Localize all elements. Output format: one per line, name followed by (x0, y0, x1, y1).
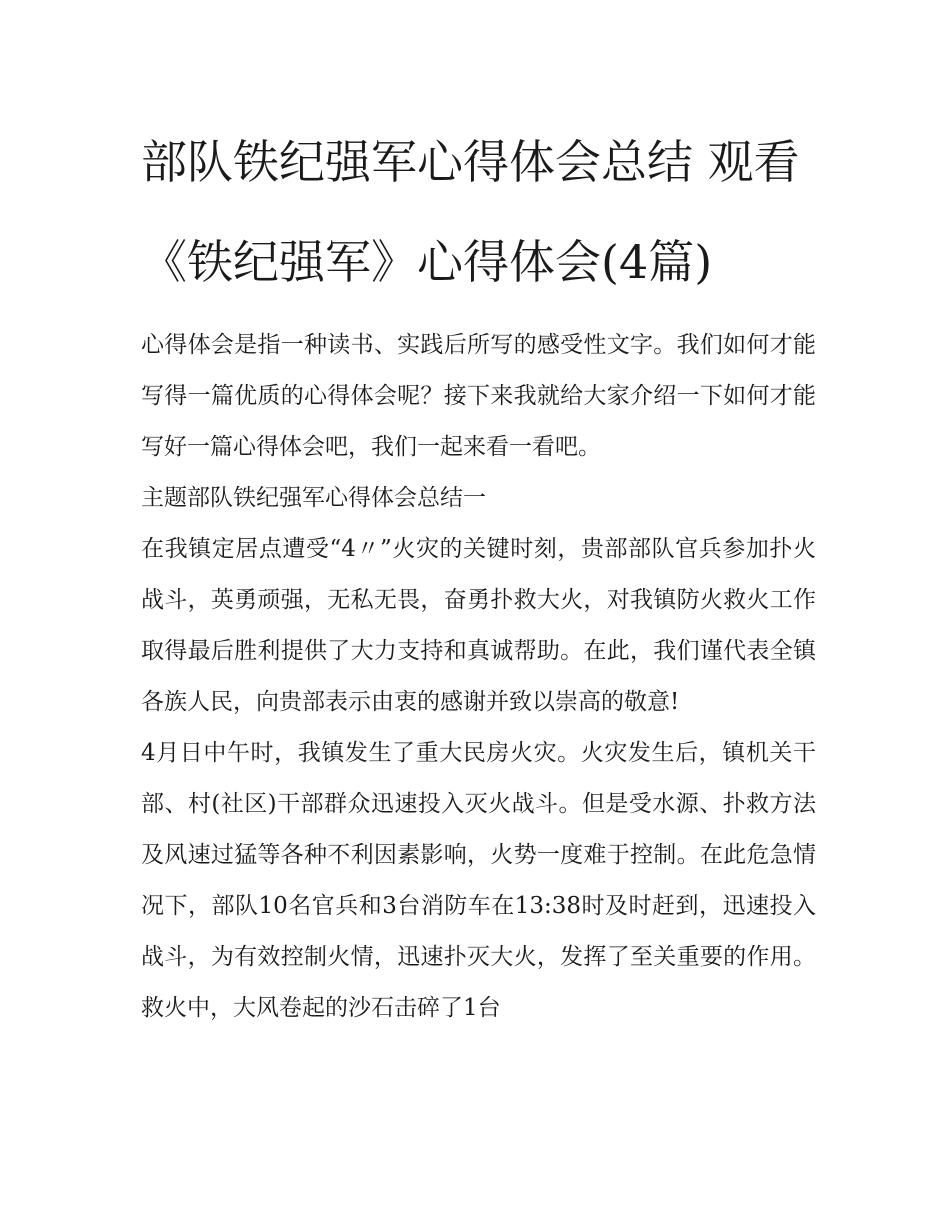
document-body (141, 112, 816, 1034)
section-heading: 主题部队铁纪强军心得体会总结一 (141, 485, 486, 511)
body-paragraph: 在我镇定居点遭受“4〃”火灾的关键时刻，贵部部队官兵参加扑火战斗，英勇顽强，无私无畏，奋勇扑救大火，对我镇防火救火工作取得最后胜利提供了大力支持和真诚帮助。在此，我们谨代表全镇各族人民，向贵部表示由衷的感谢并致以崇高的敬意! (141, 536, 816, 715)
intro-paragraph: 心得体会是指一种读书、实践后所写的感受性文字。我们如何才能写得一篇优质的心得体会呢？接下来我就给大家介绍一下如何才能写好一篇心得体会吧，我们一起来看一看吧。 (141, 332, 816, 460)
body-paragraph: 4月日中午时，我镇发生了重大民房火灾。火灾发生后，镇机关干部、村(社区)干部群众迅速投入灭火战斗。但是受水源、扑救方法及风速过猛等各种不利因素影响，火势一度难于控制。在此危急情况下，部队10名官兵和3台消防车在13:38时及时赶到，迅速投入战斗，为有效控制火情，迅速扑灭大火，发挥了至关重要的作用。救火中，大风卷起的沙石击碎了1台 (141, 740, 816, 1021)
document-title: 部队铁纪强军心得体会总结 观看《铁纪强军》心得体会(4篇) (141, 135, 800, 289)
